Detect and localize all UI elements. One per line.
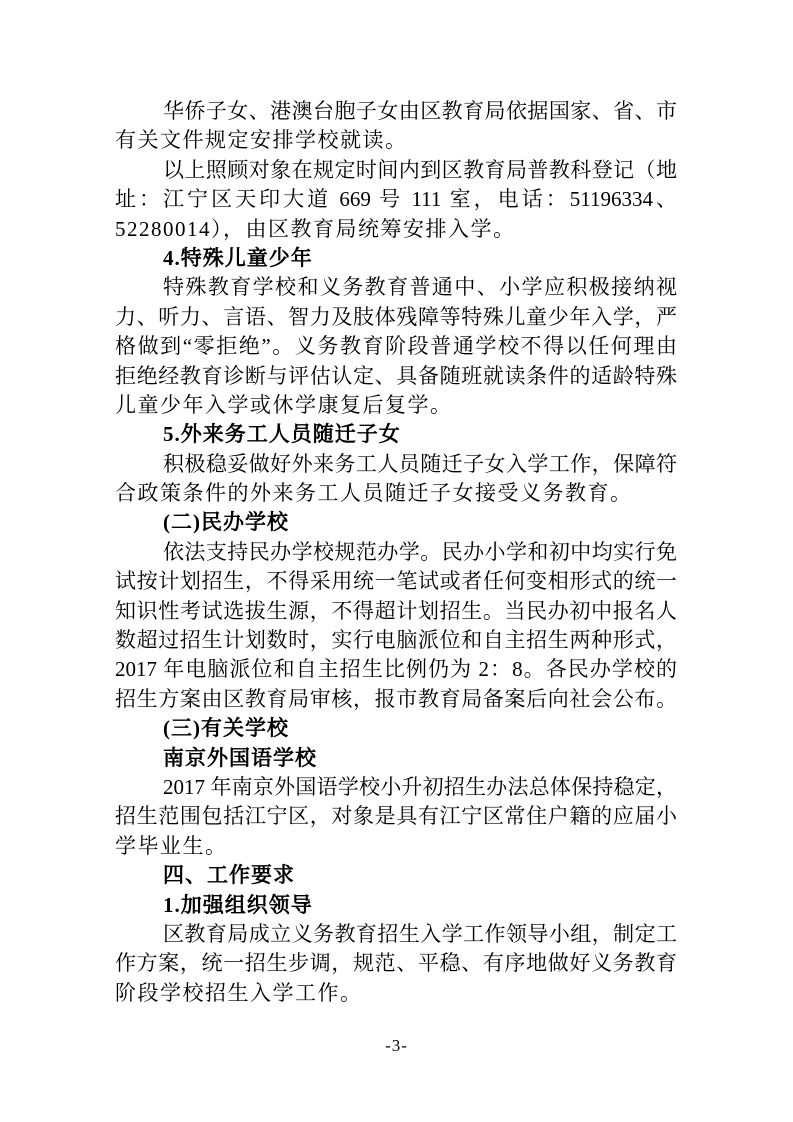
page-number: -3- xyxy=(385,1036,408,1055)
document-line: 知识性考试选拔生源，不得超计划招生。当民办初中报名人 xyxy=(115,598,677,623)
section-heading: 四、工作要求 xyxy=(163,863,295,888)
document-line: 区教育局成立义务教育招生入学工作领导小组，制定工 xyxy=(163,921,677,946)
document-line: 积极稳妥做好外来务工人员随迁子女入学工作，保障符 xyxy=(163,451,677,476)
section-heading: 5.外来务工人员随迁子女 xyxy=(163,422,401,447)
section-heading: 南京外国语学校 xyxy=(163,745,317,770)
document-line: 华侨子女、港澳台胞子女由区教育局依据国家、省、市 xyxy=(163,99,677,123)
document-line: 学毕业生。 xyxy=(115,833,228,858)
document-line: 试按计划招生，不得采用统一笔试或者任何变相形式的统一 xyxy=(115,569,677,594)
document-line: 址：江宁区天印大道 669 号 111 室，电话：51196334、 xyxy=(115,187,677,212)
document-line: 有关文件规定安排学校就读。 xyxy=(115,128,408,153)
document-line: 招生方案由区教育局审核，报市教育局备案后向社会公布。 xyxy=(115,686,677,711)
section-heading: (三)有关学校 xyxy=(163,716,289,741)
document-line: 52280014），由区教育局统筹安排入学。 xyxy=(115,216,516,241)
document-line: 2017 年电脑派位和自主招生比例仍为 2：8。各民办学校的 xyxy=(115,657,677,682)
document-line: 阶段学校招生入学工作。 xyxy=(115,980,363,1005)
document-line: 合政策条件的外来务工人员随迁子女接受义务教育。 xyxy=(115,481,633,506)
document-line: 力、听力、言语、智力及肢体残障等特殊儿童少年入学，严 xyxy=(115,304,677,329)
document-line: 招生范围包括江宁区，对象是具有江宁区常住户籍的应届小 xyxy=(115,804,677,829)
document-line: 格做到“零拒绝”。义务教育阶段普通学校不得以任何理由 xyxy=(115,334,677,359)
document-line: 以上照顾对象在规定时间内到区教育局普教科登记（地 xyxy=(163,157,677,182)
document-line: 依法支持民办学校规范办学。民办小学和初中均实行免 xyxy=(163,539,677,564)
document-line: 儿童少年入学或休学康复后复学。 xyxy=(115,392,453,417)
document-body xyxy=(115,97,677,1008)
section-heading: (二)民办学校 xyxy=(163,510,289,535)
document-line: 特殊教育学校和义务教育普通中、小学应积极接纳视 xyxy=(163,275,677,300)
section-heading: 4.特殊儿童少年 xyxy=(163,245,313,270)
section-heading: 1.加强组织领导 xyxy=(163,892,313,917)
document-line: 数超过招生计划数时，实行电脑派位和自主招生两种形式， xyxy=(115,628,677,653)
document-line: 2017 年南京外国语学校小升初招生办法总体保持稳定， xyxy=(163,774,677,799)
document-line: 作方案，统一招生步调，规范、平稳、有序地做好义务教育 xyxy=(115,951,677,976)
document-line: 拒绝经教育诊断与评估认定、具备随班就读条件的适龄特殊 xyxy=(115,363,677,388)
